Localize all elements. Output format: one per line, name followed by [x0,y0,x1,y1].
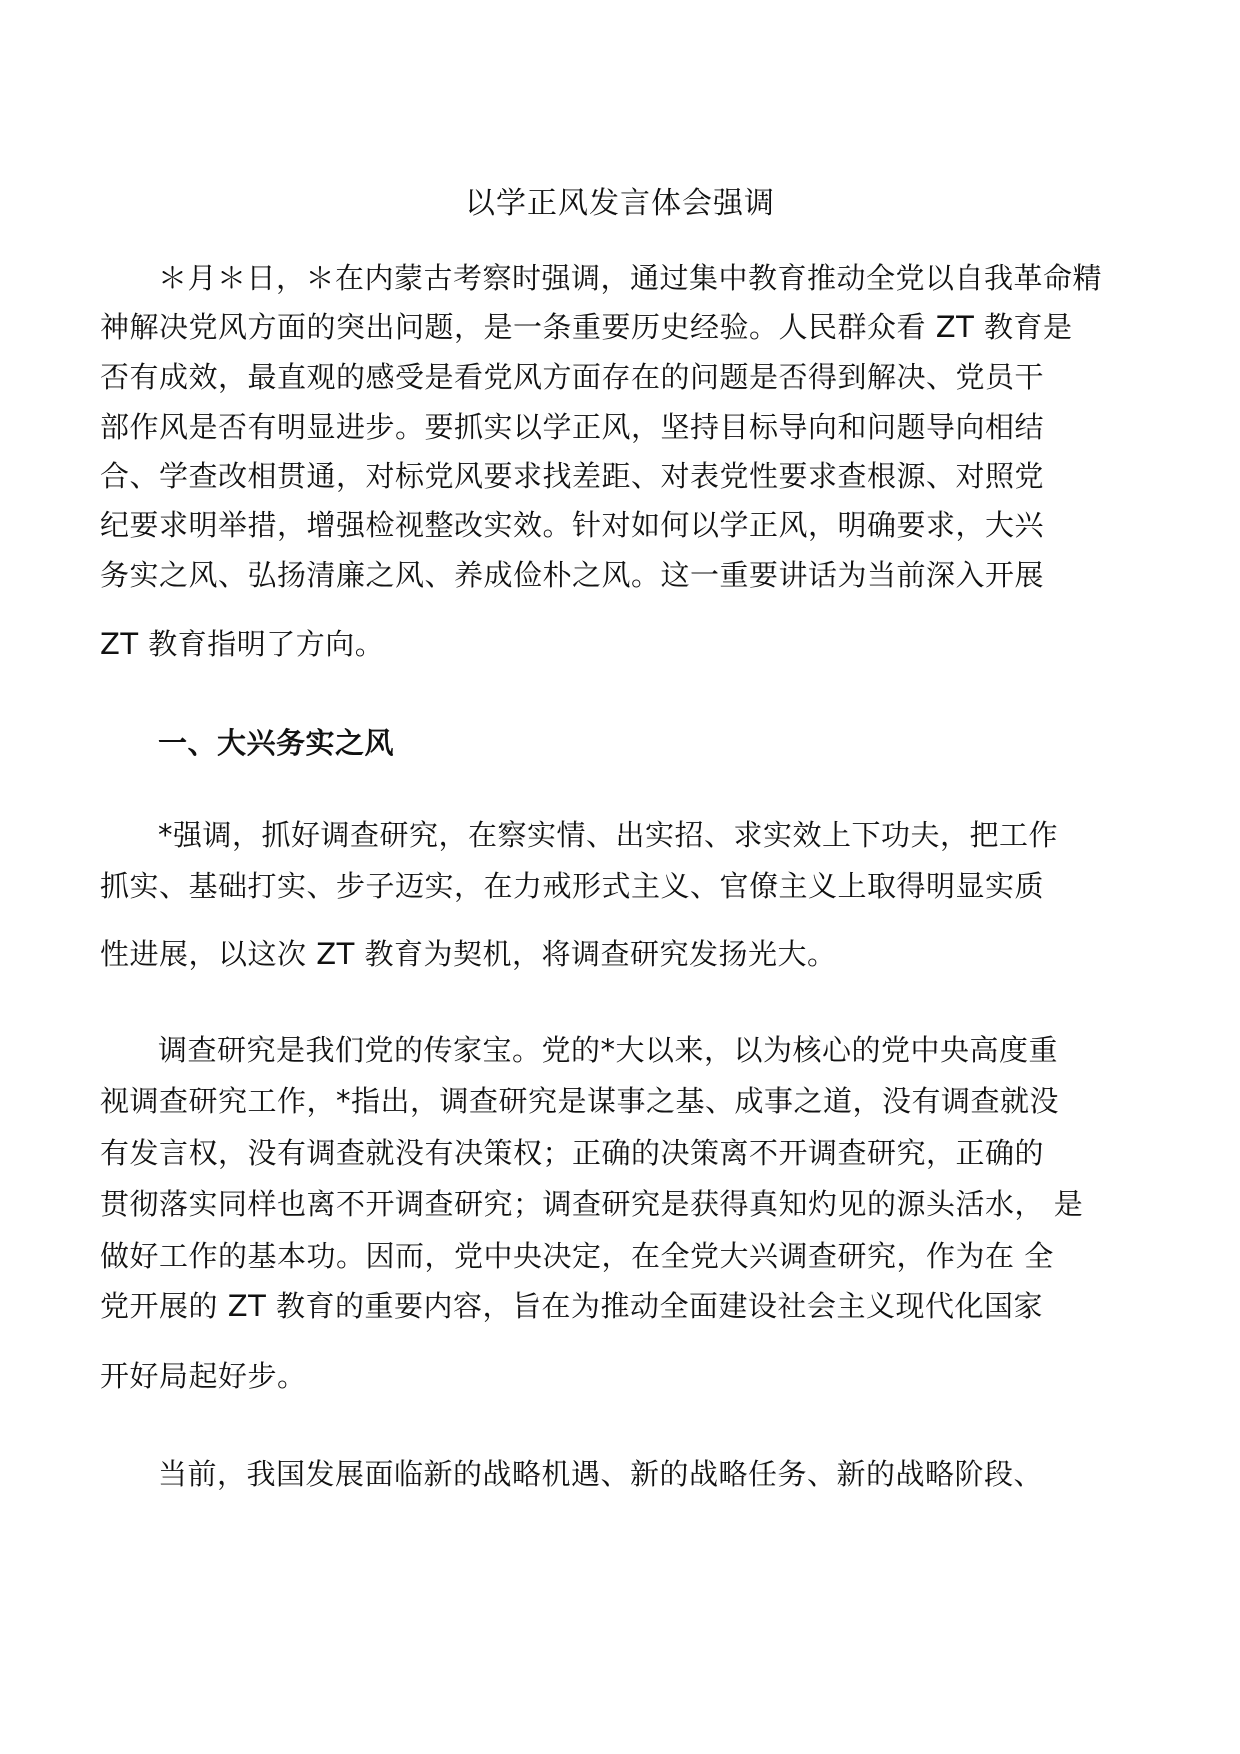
paragraph-line: 纪要求明举措，增强检视整改实效。针对如何以学正风，明确要求，大兴 [100,508,1045,542]
paragraph-line: *强调，抓好调查研究，在察实情、出实招、求实效上下功夫，把工作 [158,818,1059,852]
paragraph-line: 务实之风、弘扬清廉之风、养成俭朴之风。这一重要讲话为当前深入开展 [100,558,1045,592]
section-heading: 一、大兴务实之风 [158,726,395,760]
paragraph-line: 有发言权，没有调查就没有决策权；正确的决策离不开调查研究，正确的 [100,1136,1045,1170]
paragraph-line: 神解决党风方面的突出问题，是一条重要历史经验。人民群众看 ZT 教育是 [100,310,1073,344]
paragraph-line: 贯彻落实同样也离不开调查研究；调查研究是获得真知灼见的源头活水， 是 [100,1187,1084,1221]
paragraph-line: 性进展，以这次 ZT 教育为契机，将调查研究发扬光大。 [100,937,837,971]
paragraph-line: 调查研究是我们党的传家宝。党的*大以来，以为核心的党中央高度重 [158,1033,1059,1067]
paragraph-line: 抓实、基础打实、步子迈实，在力戒形式主义、官僚主义上取得明显实质 [100,869,1045,903]
paragraph-line: 开好局起好步。 [100,1359,307,1393]
paragraph-line: 否有成效，最直观的感受是看党风方面存在的问题是否得到解决、党员干 [100,360,1045,394]
paragraph-line: 部作风是否有明显进步。要抓实以学正风，坚持目标导向和问题导向相结 [100,410,1045,444]
paragraph-line: 做好工作的基本功。因而，党中央决定，在全党大兴调查研究，作为在 全 [100,1239,1054,1273]
paragraph-line: 当前，我国发展面临新的战略机遇、新的战略任务、新的战略阶段、 [158,1457,1044,1491]
paragraph-line: 党开展的 ZT 教育的重要内容，旨在为推动全面建设社会主义现代化国家 [100,1289,1044,1323]
paragraph-line: ＊月＊日，＊在内蒙古考察时强调，通过集中教育推动全党以自我革命精 [158,261,1103,295]
paragraph-line: ZT 教育指明了方向。 [100,627,385,661]
document-title: 以学正风发言体会强调 [465,186,775,221]
paragraph-line: 合、学查改相贯通，对标党风要求找差距、对表党性要求查根源、对照党 [100,459,1045,493]
paragraph-line: 视调查研究工作，*指出，调查研究是谋事之基、成事之道，没有调查就没 [100,1084,1060,1118]
